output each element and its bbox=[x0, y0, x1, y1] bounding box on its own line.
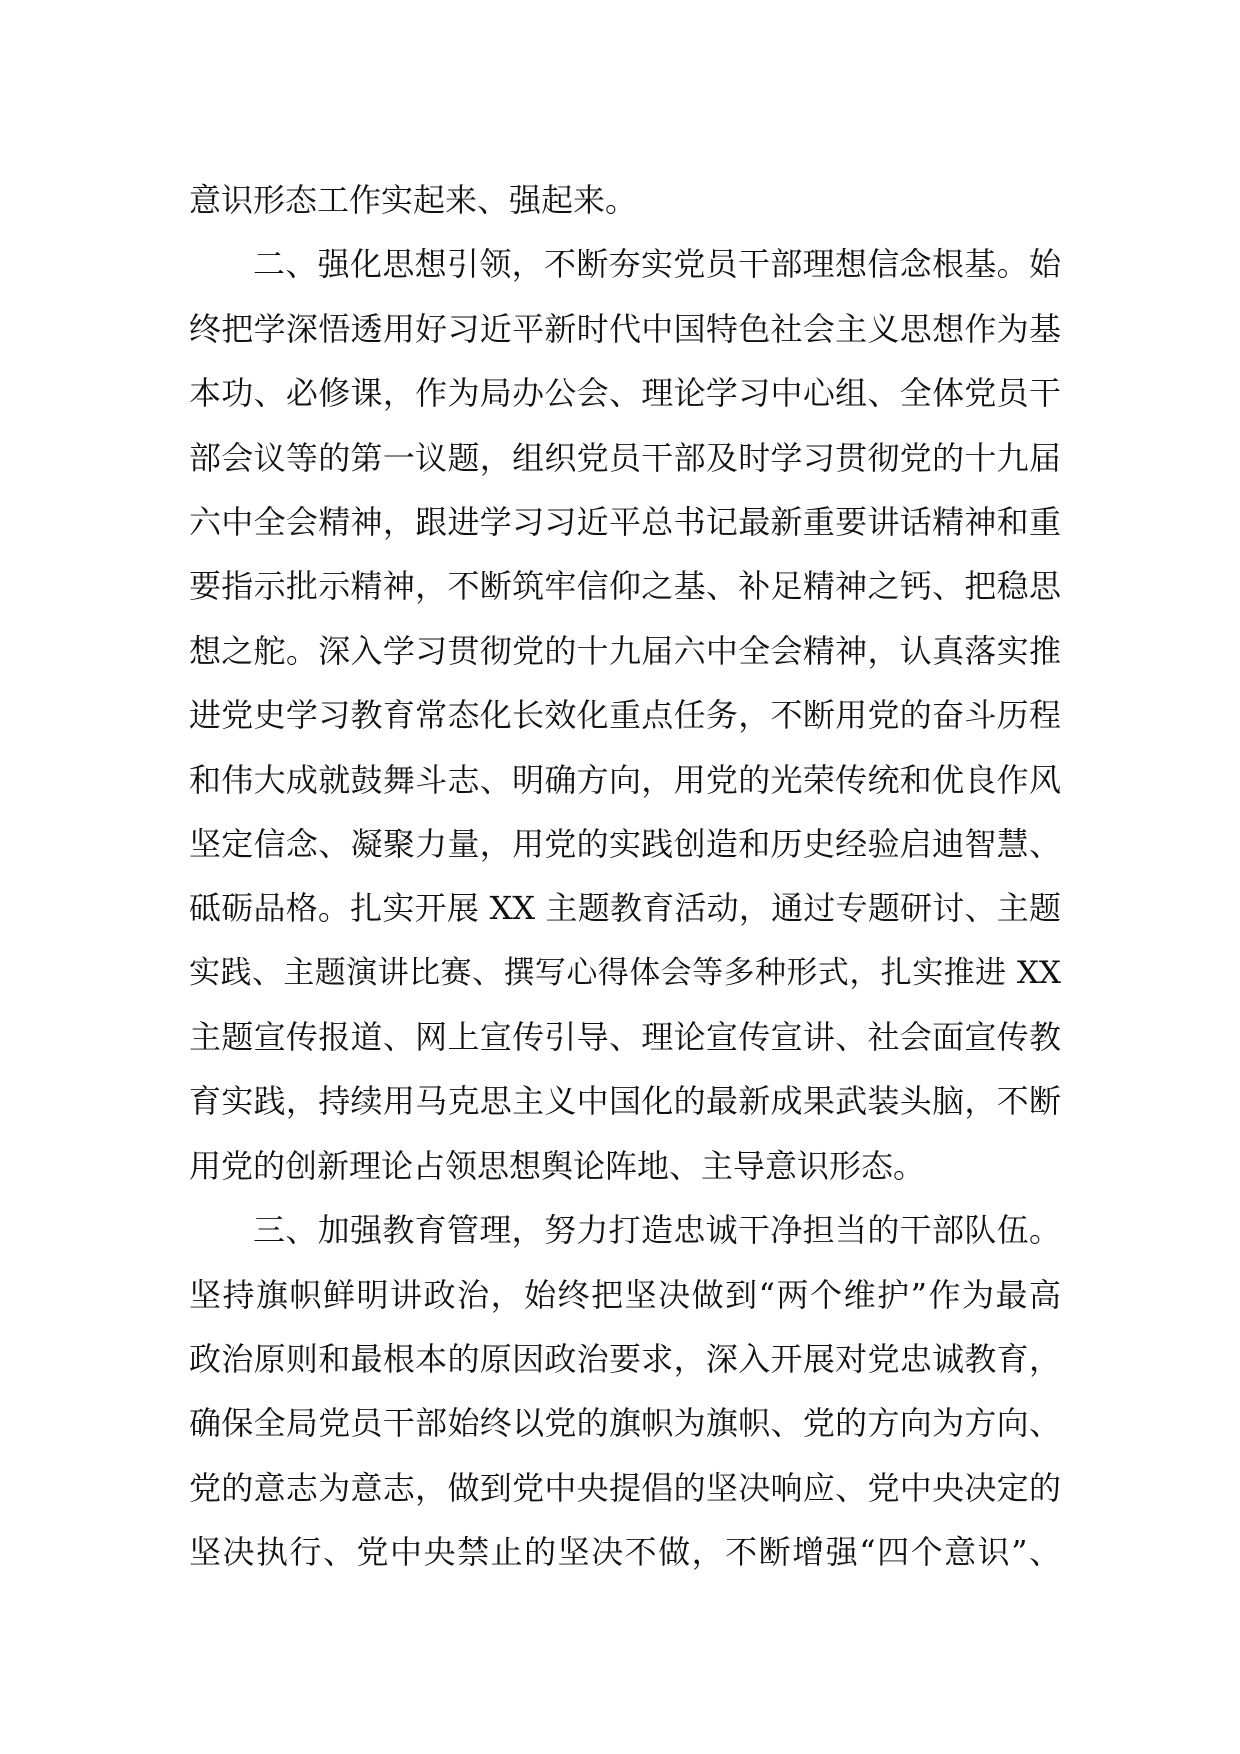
text-line: 坚定信念、凝聚力量，用党的实践创造和历史经验启迪智慧、 bbox=[189, 824, 1061, 863]
text-line: 进党史学习教育常态化长效化重点任务，不断用党的奋斗历程 bbox=[189, 696, 1061, 735]
text-line: 主题宣传报道、网上宣传引导、理论宣传宣讲、社会面宣传教 bbox=[189, 1018, 1061, 1057]
text-line: 育实践，持续用马克思主义中国化的最新成果武装头脑，不断 bbox=[189, 1082, 1061, 1121]
text-line: 砥砺品格。扎实开展 XX 主题教育活动，通过专题研讨、主题 bbox=[189, 889, 1061, 928]
text-line: 本功、必修课，作为局办公会、理论学习中心组、全体党员干 bbox=[189, 374, 1061, 413]
document-body bbox=[189, 168, 1061, 1585]
text-line: 要指示批示精神，不断筑牢信仰之基、补足精神之钙、把稳思 bbox=[189, 567, 1061, 606]
text-line: 想之舵。深入学习贯彻党的十九届六中全会精神，认真落实推 bbox=[189, 631, 1061, 670]
text-line: 部会议等的第一议题，组织党员干部及时学习贯彻党的十九届 bbox=[189, 438, 1061, 477]
text-line: 和伟大成就鼓舞斗志、明确方向，用党的光荣传统和优良作风 bbox=[189, 760, 1061, 799]
text-line: 坚决执行、党中央禁止的坚决不做，不断增强“四个意识”、 bbox=[189, 1533, 1061, 1572]
text-line: 党的意志为意志，做到党中央提倡的坚决响应、党中央决定的 bbox=[189, 1468, 1061, 1507]
text-line: 用党的创新理论占领思想舆论阵地、主导意识形态。 bbox=[189, 1146, 926, 1185]
text-line: 确保全局党员干部始终以党的旗帜为旗帜、党的方向为方向、 bbox=[189, 1404, 1061, 1443]
text-line: 意识形态工作实起来、强起来。 bbox=[189, 181, 638, 219]
text-line: 终把学深悟透用好习近平新时代中国特色社会主义思想作为基 bbox=[189, 309, 1061, 348]
text-line: 实践、主题演讲比赛、撰写心得体会等多种形式，扎实推进 XX bbox=[189, 954, 1061, 991]
paragraph-heading-3: 三、加强教育管理，努力打造忠诚干净担当的干部队伍。 bbox=[253, 1211, 1061, 1250]
text-line: 坚持旗帜鲜明讲政治，始终把坚决做到“两个维护”作为最高 bbox=[189, 1275, 1061, 1314]
text-line: 六中全会精神，跟进学习习近平总书记最新重要讲话精神和重 bbox=[189, 502, 1061, 541]
text-line: 政治原则和最根本的原因政治要求，深入开展对党忠诚教育， bbox=[189, 1340, 1061, 1379]
paragraph-heading-2: 二、强化思想引领，不断夯实党员干部理想信念根基。始 bbox=[253, 245, 1061, 284]
